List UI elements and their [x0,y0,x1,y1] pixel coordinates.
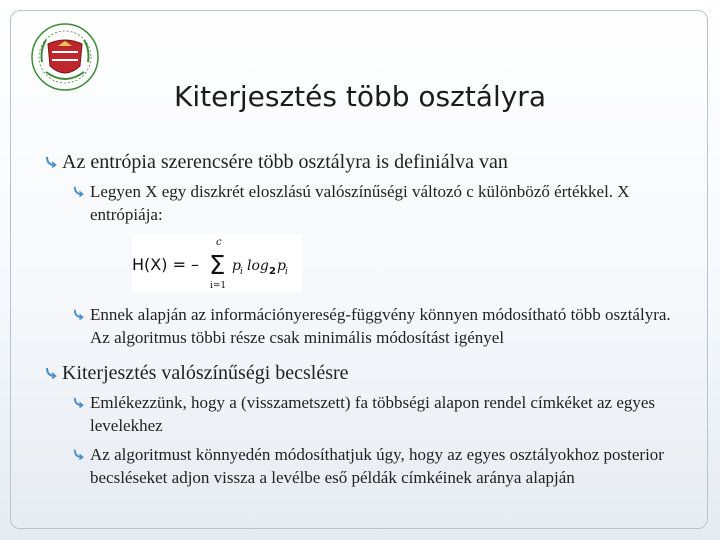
formula-term-p2: p [277,258,286,274]
hooked-arrow-bullet-icon [72,447,85,460]
formula-term-p: p [232,258,241,274]
bullet-level2 [72,443,684,489]
bullet-text: Ennek alapján az információnyereség-függvény könnyen módosítható több osztályra. Az algoritmus többi része csak minimális módosítást igényel [90,305,671,347]
formula-log: log [247,258,269,274]
formula-lhs: H(X) = – [132,255,200,274]
bullet-level1 [44,361,684,385]
formula-sum-symbol: Σ [209,251,226,281]
bullet-text: Legyen X egy diszkrét eloszlású valószínűségi változó c különböző értékkel. X entrópiája: [90,182,630,224]
bullet-text: Kiterjesztés valószínűségi becslésre [62,362,349,384]
formula-sum-bottom: i=1 [210,281,227,291]
bullet-text: Az algoritmust könnyedén módosíthatjuk úgy, hogy az egyes osztályokhoz posterior becsléseket adjon vissza a levélbe eső példák címkéinek aránya alapján [90,445,664,487]
bullet-level2 [72,391,684,437]
formula-sum-top: c [216,237,222,248]
bullet-text: Az entrópia szerencsére több osztályra is definiálva van [62,151,508,173]
slide-title: Kiterjesztés több osztályra [174,80,546,113]
formula-sub-i: i [240,267,243,277]
bullet-level1 [44,150,684,174]
hooked-arrow-bullet-icon [72,184,85,197]
hooked-arrow-bullet-icon [44,365,58,379]
formula-log-base: 2 [269,266,276,277]
hooked-arrow-bullet-icon [44,154,58,168]
slide-content [44,150,684,491]
formula-sub-i2: i [285,267,288,277]
hooked-arrow-bullet-icon [72,395,85,408]
hooked-arrow-bullet-icon [72,307,85,320]
entropy-formula [132,234,302,292]
bullet-text: Emlékezzünk, hogy a (visszametszett) fa többségi alapon rendel címkéket az egyes levelekhez [90,393,656,435]
bullet-level2 [72,303,684,349]
bullet-level2 [72,180,684,226]
